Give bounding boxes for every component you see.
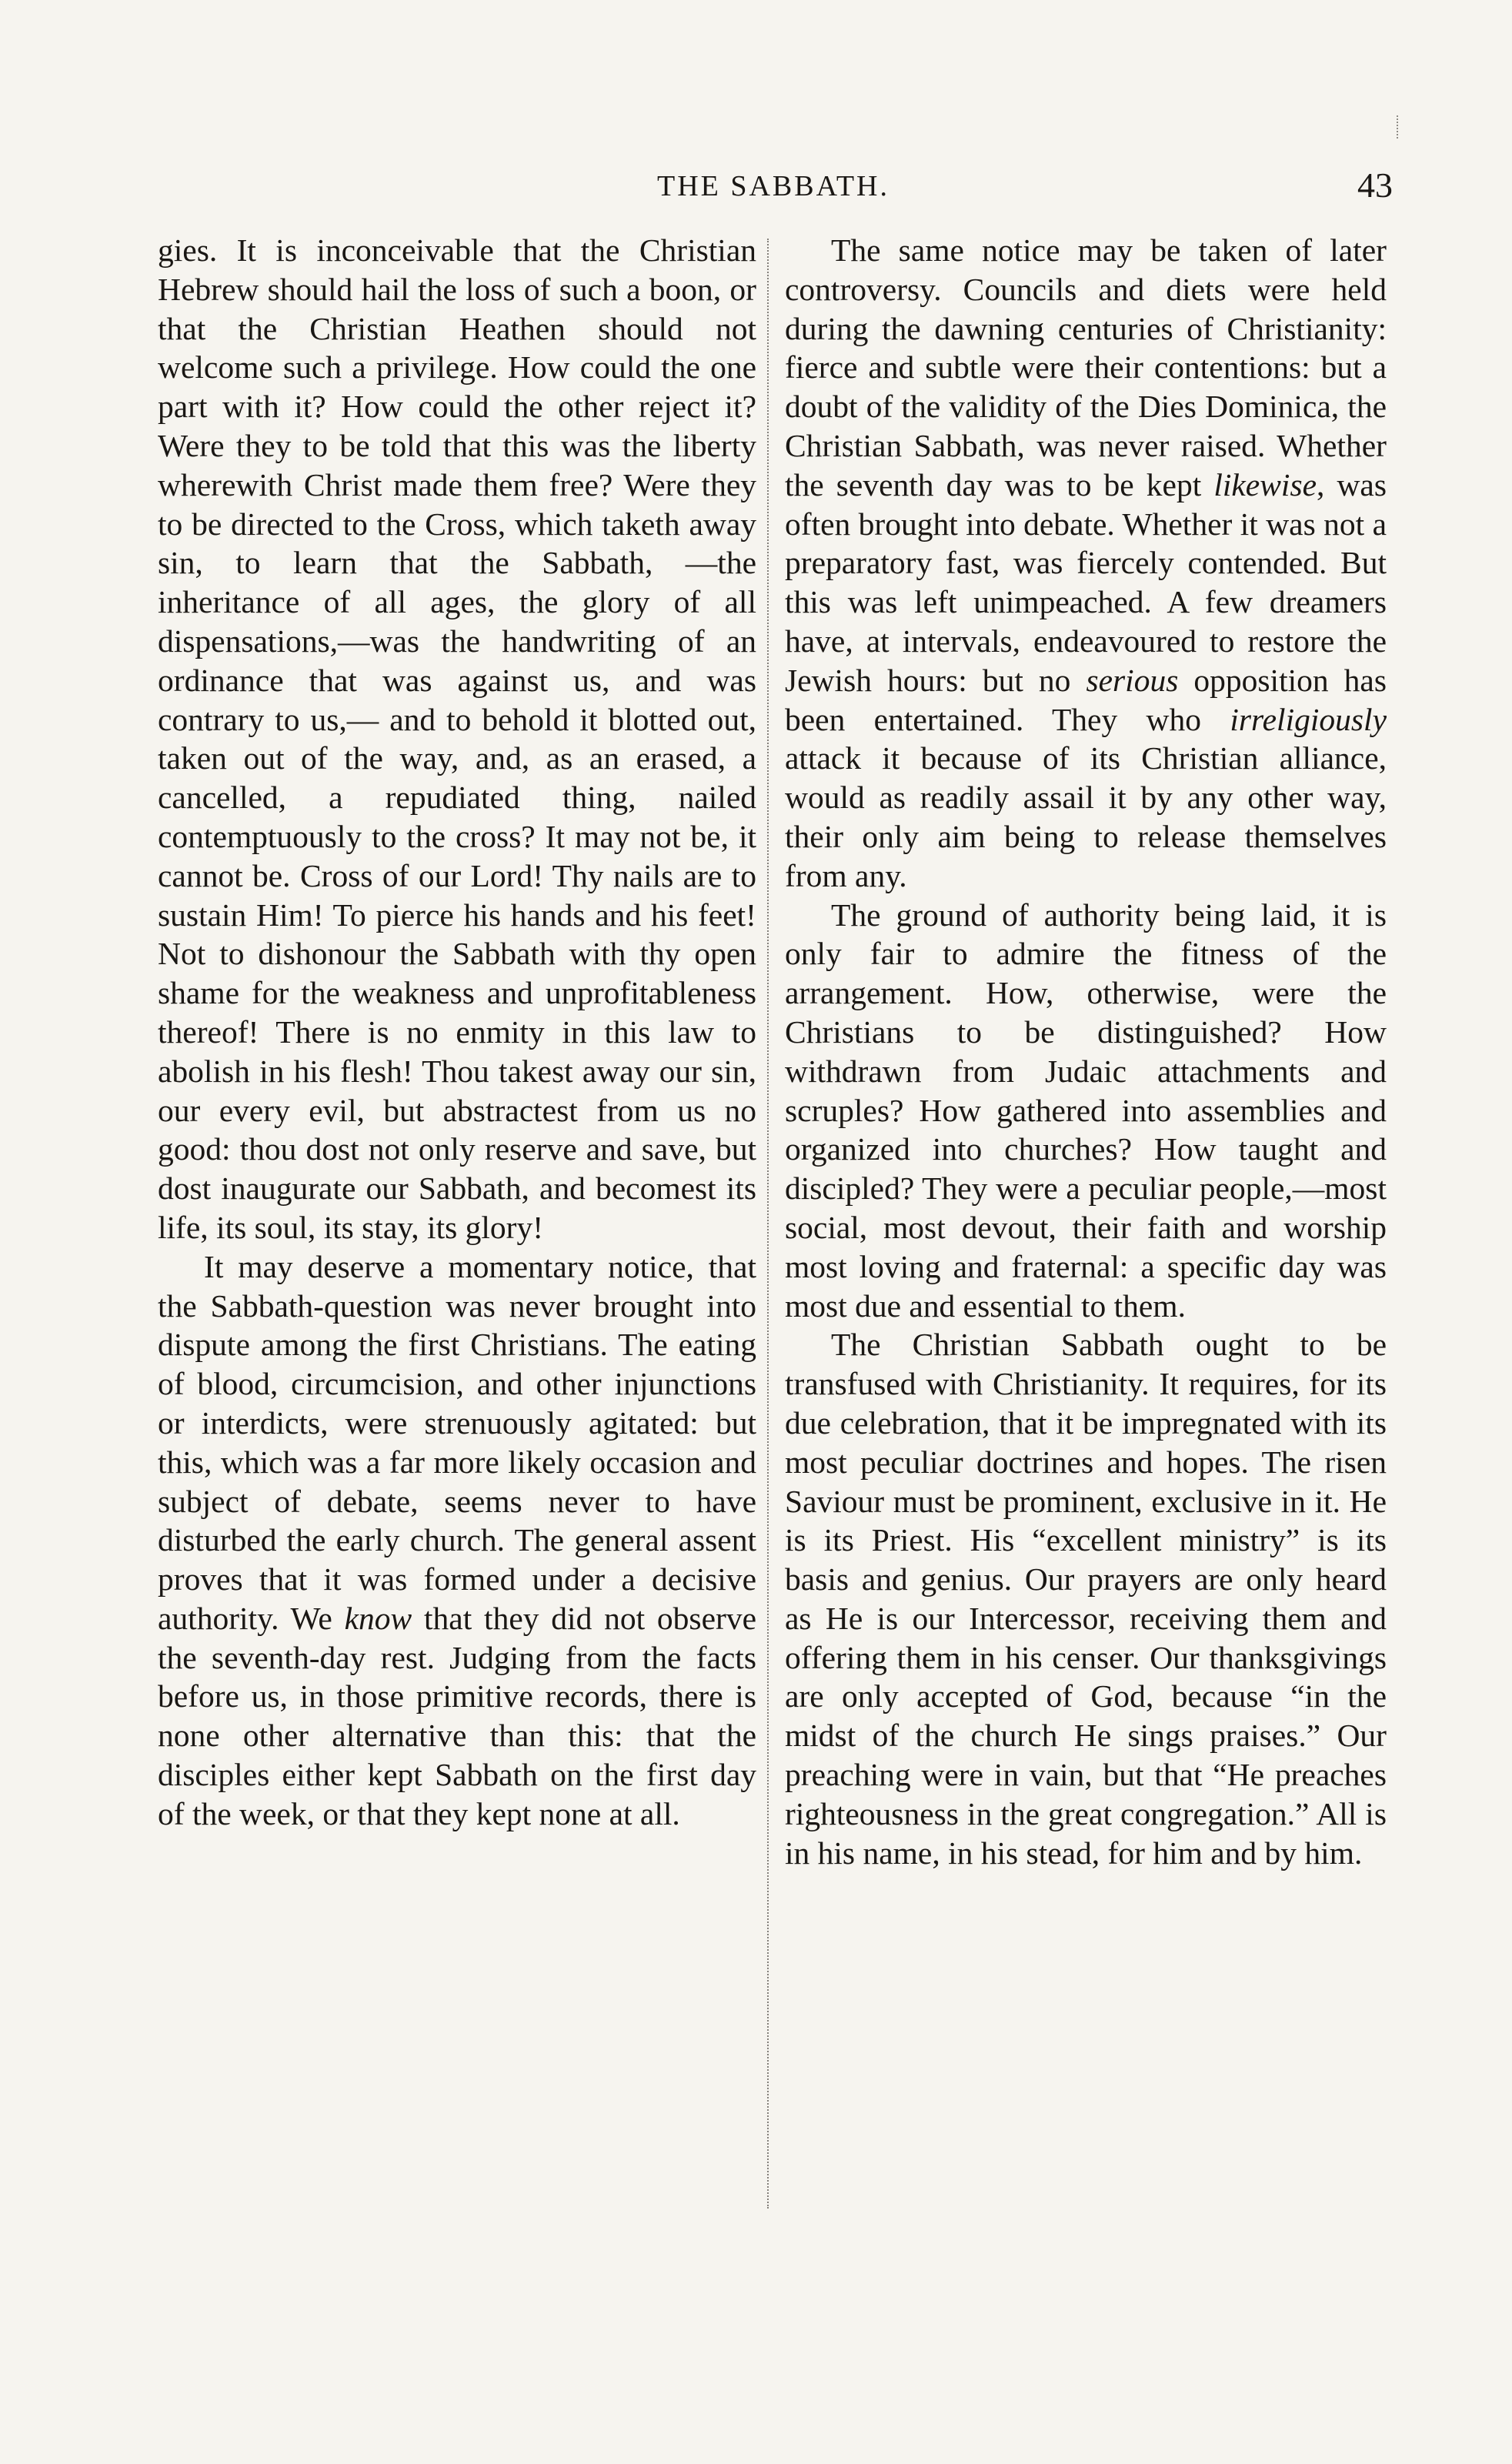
text-run: , was often brought into debate. Whether it was not a preparatory fast, was fiercely contended. But this was left unimpeached. A few dreamers have, at intervals, endeavoured to restore the Jewish hours: but no — [785, 466, 1387, 698]
page-header — [154, 165, 1393, 211]
column-divider — [767, 239, 769, 2209]
running-head: THE SABBATH. — [656, 170, 890, 202]
left-column — [158, 231, 756, 1834]
right-column — [785, 231, 1387, 1872]
italic-text: likewise — [1213, 466, 1317, 502]
page-number: 43 — [1357, 165, 1393, 205]
paragraph: The Christian Sabbath ought to be transfused with Christianity. It requires, for its due celebration, that it be impregnated with its most peculiar doctrines and hopes. The risen Saviour must be prominent, exclusive in it. He is its Priest. His “excellent ministry” is its basis and genius. Our prayers are only heard as He is our Intercessor, receiving them and offering them in his censer. Our thanksgivings are only accepted of God, because “in the midst of the church He sings praises.” Our preaching were in vain, but that “He preaches righteousness in the great congregation.” All is in his name, in his stead, for him and by him. — [785, 1327, 1387, 1871]
paragraph: gies. It is inconceivable that the Christian Hebrew should hail the loss of such a boon, or that the Christian Heathen should not welcome such a privilege. How could the one part with it? How could the other reject it? Were they to be told that this was the liberty wherewith Christ made them free? Were they to be directed to the Cross, which taketh away sin, to learn that the Sabbath, —the inheritance of all ages, the glory of all dispensations,—was the handwriting of an ordinance that was against us, and was contrary to us,— and to behold it blotted out, taken out of the way, and, as an erased, a cancelled, a repudiated thing, nailed contemptuously to the cross? It may not be, it cannot be. Cross of our Lord! Thy nails are to sustain Him! To pierce his hands and his feet! Not to dishonour the Sabbath with thy open shame for the weakness and unprofitableness thereof! There is no enmity in this law to abolish in his flesh! Thou takest away our sin, our every evil, but abstractest from us no good: thou dost not only reserve and save, but dost inaugurate our Sabbath, and becomest its life, its soul, its stay, its glory! — [158, 232, 756, 1245]
italic-text: irreligiously — [1230, 701, 1387, 737]
paragraph: The ground of authority being laid, it is only fair to admire the fitness of the arrangement. How, otherwise, were the Christians to be distinguished? How withdrawn from Judaic attachments and scruples? How gathered into assemblies and organized into churches? How taught and discipled? They were a peculiar people,—most social, most devout, their faith and worship most loving and fraternal: a specific day was most due and essential to them. — [785, 896, 1387, 1324]
paragraph — [785, 231, 1387, 896]
text-run: It may deserve a momentary notice, that the Sabbath-question was never brought into dispute among the first Christians. The eating of blood, circumcision, and other injunctions or interdicts, were strenuously agitated: but this, which was a far more likely occasion and subject of debate, seems never to have disturbed the early church. The general assent proves that it was formed under a decisive authority. We — [158, 1248, 756, 1636]
italic-text: know — [344, 1600, 412, 1636]
text-run: opposition has been entertained. They who — [785, 662, 1387, 737]
paragraph — [158, 1247, 756, 1834]
text-run: that they did not observe the seventh-day rest. Judging from the facts before us, in those primitive records, there is none other alternative than this: that the disciples either kept Sabbath on the first day of the week, or that they kept none at all. — [158, 1600, 756, 1831]
italic-text: serious — [1086, 662, 1179, 698]
text-run: The same notice may be taken of later controversy. Councils and diets were held during the dawning centuries of Christianity: fierce and subtle were their contentions: but a doubt of the validity of the Dies Dominica, the Christian Sabbath, was never raised. Whether the seventh day was to be kept — [785, 232, 1387, 502]
margin-mark — [1397, 115, 1400, 139]
text-run: attack it because of its Christian alliance, would as readily assail it by any other way, their only aim being to release themselves from any. — [785, 740, 1387, 893]
